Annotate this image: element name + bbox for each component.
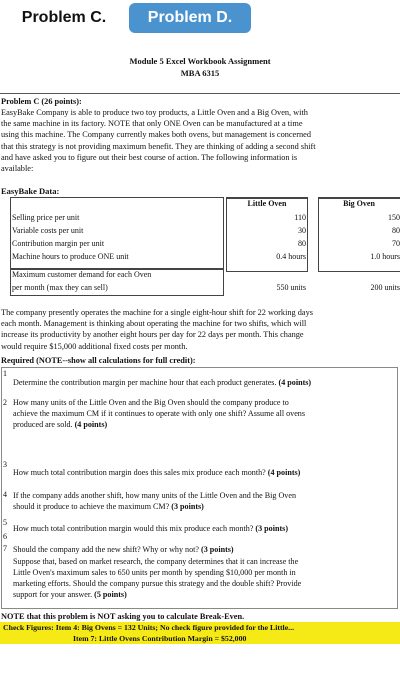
question-points: (4 points) bbox=[278, 378, 312, 387]
question-points: (5 points) bbox=[94, 590, 127, 599]
data-heading: EasyBake Data: bbox=[1, 186, 60, 196]
suppose-line: marketing efforts. Should the company pursue this strategy and the double shift? Provide bbox=[13, 579, 302, 588]
tab-bar bbox=[0, 0, 400, 34]
tab-problem-d[interactable]: Problem D. bbox=[129, 3, 251, 33]
tab-problem-c[interactable]: Problem C. bbox=[21, 9, 107, 26]
operations-line: The company presently operates the machine for a single eight-hour shift for 22 working days bbox=[1, 308, 313, 317]
divider bbox=[0, 93, 400, 94]
problem-line: EasyBake Company is able to produce two toy products, a Little Oven and a Big Oven, with bbox=[1, 108, 308, 117]
question-5 bbox=[13, 523, 398, 534]
col-header-big-oven: Big Oven bbox=[343, 199, 375, 208]
question-3 bbox=[13, 467, 398, 478]
little-oven-value: 30 bbox=[298, 226, 306, 235]
operations-line: each month. Management is thinking about operating the machine for two shifts, which will bbox=[1, 319, 307, 329]
operations-line: would require $15,000 additional fixed costs per month. bbox=[1, 341, 188, 351]
break-even-note: NOTE that this problem is NOT asking you to calculate Break-Even. bbox=[1, 612, 245, 621]
row-label: Maximum customer demand for each Oven bbox=[12, 270, 152, 279]
document-title: Module 5 Excel Workbook Assignment bbox=[129, 56, 271, 66]
question-1 bbox=[13, 377, 398, 388]
suppose-line: support for your answer. bbox=[13, 590, 93, 599]
suppose-line: Little Oven's maximum sales to 650 units per month by spending $10,000 per month in bbox=[13, 568, 296, 577]
row-label: Machine hours to produce ONE unit bbox=[12, 252, 129, 261]
problem-description bbox=[1, 107, 397, 174]
little-oven-value: 110 bbox=[294, 213, 306, 222]
col-header-little-oven: Little Oven bbox=[247, 199, 287, 208]
question-text: How much total contribution margin would this mix produce each month? bbox=[13, 524, 254, 533]
problem-line: the same machine in its factory. NOTE that only ONE Oven can be manufactured at a time bbox=[1, 119, 303, 129]
problem-line: and have asked you to figure out their best course of action. The following information is bbox=[1, 152, 298, 162]
question-text: Determine the contribution margin per machine hour that each product generates. bbox=[13, 378, 277, 387]
operations-line: increase its productivity by another eight hours per day for 22 days per month. This change bbox=[1, 330, 304, 340]
question-number: 7 bbox=[3, 544, 7, 553]
big-oven-value: 150 bbox=[388, 213, 400, 222]
operations-paragraph bbox=[1, 307, 397, 352]
question-text: If the company adds another shift, how many units of the Little Oven and the Big Oven bbox=[13, 491, 296, 500]
question-text: How much total contribution margin does this sales mix produce each month? bbox=[13, 468, 266, 477]
question-points: (4 points) bbox=[74, 420, 108, 429]
big-oven-value: 80 bbox=[392, 226, 400, 235]
question-2 bbox=[13, 397, 398, 430]
question-number: 1 bbox=[3, 369, 7, 378]
big-oven-value: 200 units bbox=[370, 283, 400, 292]
problem-line: available: bbox=[1, 164, 34, 174]
demand-box bbox=[10, 268, 224, 296]
question-number: 2 bbox=[3, 398, 7, 407]
check-figures-banner bbox=[0, 622, 400, 644]
row-label: Contribution margin per unit bbox=[12, 239, 105, 248]
problem-title: Problem C (26 points): bbox=[1, 97, 82, 106]
little-oven-value: 0.4 hours bbox=[276, 252, 306, 261]
little-oven-value: 80 bbox=[298, 239, 306, 248]
question-text: Should the company add the new shift? Why or why not? bbox=[13, 545, 199, 554]
row-label: Selling price per unit bbox=[12, 213, 80, 222]
check-figures-line: Check Figures: Item 4: Big Ovens = 132 Units; No check figure provided for the Little... bbox=[3, 623, 295, 632]
row-label: per month (max they can sell) bbox=[12, 283, 108, 292]
document-subtitle: MBA 6315 bbox=[180, 68, 220, 78]
question-number: 6 bbox=[3, 532, 7, 541]
little-oven-value: 550 units bbox=[276, 283, 306, 292]
question-number: 4 bbox=[3, 490, 7, 499]
big-oven-value: 1.0 hours bbox=[370, 252, 400, 261]
question-text: achieve the maximum CM if it continues to operate with only one shift? Assume all ovens bbox=[13, 409, 305, 418]
question-number: 5 bbox=[3, 518, 7, 527]
question-4 bbox=[13, 490, 398, 512]
question-text: should it produce to achieve the maximum CM? bbox=[13, 502, 170, 511]
problem-line: that this strategy is not providing maximum benefit. They are thinking of adding a second shift bbox=[1, 141, 316, 151]
check-figures-line: Item 7: Little Ovens Contribution Margin = $52,000 bbox=[73, 634, 247, 643]
question-points: (3 points) bbox=[171, 502, 204, 511]
row-label: Variable costs per unit bbox=[12, 226, 84, 235]
question-points: (4 points) bbox=[267, 468, 301, 477]
required-heading: Required (NOTE--show all calculations for full credit): bbox=[1, 356, 196, 365]
question-7 bbox=[13, 544, 398, 555]
problem-line: using this machine. The Company currently makes both ovens, but management is concerned bbox=[1, 130, 311, 140]
question-points: (3 points) bbox=[255, 524, 289, 533]
suppose-paragraph bbox=[13, 556, 398, 600]
question-text: produced are sold. bbox=[13, 420, 73, 429]
question-text: How many units of the Little Oven and the Big Oven should the company produce to bbox=[13, 398, 289, 407]
suppose-line: Suppose that, based on market research, the company determines that it can increase the bbox=[13, 557, 299, 566]
question-number: 3 bbox=[3, 460, 7, 469]
question-points: (3 points) bbox=[201, 545, 234, 554]
big-oven-value: 70 bbox=[392, 239, 400, 248]
